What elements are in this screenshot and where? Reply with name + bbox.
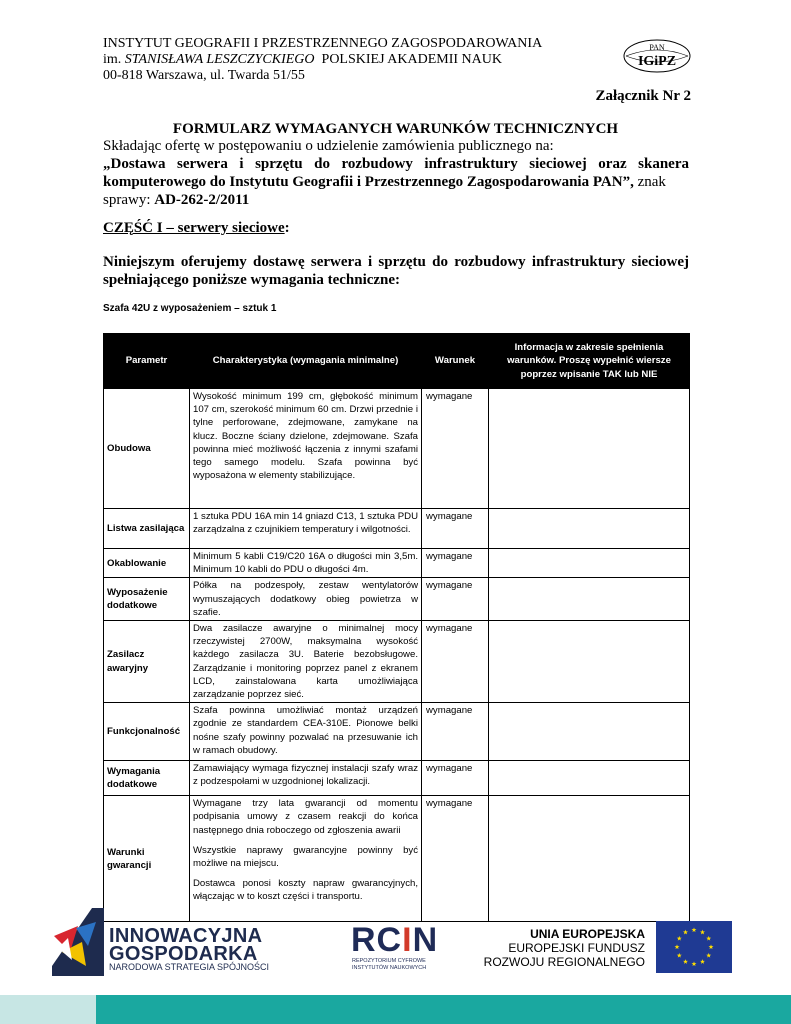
description-cell (190, 703, 422, 761)
param-cell: Obudowa (104, 389, 190, 509)
description-cell (190, 621, 422, 703)
table-row (104, 549, 690, 578)
answer-input-cell[interactable] (489, 389, 690, 509)
footer-band-accent (0, 995, 96, 1024)
description-cell (190, 578, 422, 621)
table-header-row (104, 334, 690, 389)
table-row (104, 389, 690, 509)
description-paragraph: 1 sztuka PDU 16A min 14 gniazd C13, 1 sztuka PDU zarządzalna z czujnikiem temperatury i wilgotności. (193, 511, 418, 536)
description-cell (190, 509, 422, 549)
rcin-n: N (412, 921, 439, 959)
answer-input-cell[interactable] (489, 703, 690, 761)
intro-lead: Składając ofertę w postępowaniu o udzielenie zamówienia publicznego na: (103, 138, 554, 154)
rcin-subtitle (352, 958, 426, 972)
requirement-cell: wymagane (422, 389, 489, 509)
eu-fund-line2: ROZWOJU REGIONALNEGO (483, 955, 645, 969)
description-cell (190, 761, 422, 796)
academy-name: POLSKIEJ AKADEMII NAUK (314, 52, 502, 67)
eu-fund-line1: EUROPEJSKI FUNDUSZ (508, 941, 645, 955)
table-row (104, 703, 690, 761)
description-paragraph: Dwa zasilacze awaryjne o minimalnej mocy rzeczywistej 2700W, maksymalna wysokość każdego zasilacza 3U. Baterie bezobsługowe. Zarządzanie i monitoring poprzez panel z ekranem LCD, zainstalowana karta umożliwiająca zarządzanie poprzez sieć. (193, 623, 418, 701)
innowacyjna-gospodarka-emblem (52, 908, 104, 976)
param-cell: Funkcjonalność (104, 703, 190, 761)
answer-input-cell[interactable] (489, 621, 690, 703)
table-row (104, 509, 690, 549)
param-cell: Wymagania dodatkowe (104, 761, 190, 796)
description-paragraph: Wszystkie naprawy gwarancyjne powinny być możliwe na miejscu. (193, 844, 418, 870)
table-row (104, 578, 690, 621)
rcin-subtitle-line1: REPOZYTORIUM CYFROWE (352, 958, 426, 964)
institute-name: INSTYTUT GEOGRAFII I PRZESTRZENNEGO ZAGOSPODAROWANIA (103, 36, 543, 51)
gospodarka-text: GOSPODARKA (109, 943, 258, 965)
part-heading (103, 220, 290, 237)
contract-title-line2-text: komputerowego do Instytutu Geografii i Przestrzennego Zagospodarowania PAN”, (103, 174, 634, 190)
rcin-rc: RC (351, 921, 403, 959)
document-title: FORMULARZ WYMAGANYCH WARUNKÓW TECHNICZNYCH (172, 121, 619, 137)
igipz-logo (622, 38, 692, 74)
table-row (104, 761, 690, 796)
rcin-i: I (402, 921, 413, 959)
sign-word: znak (633, 174, 666, 190)
strategy-text: NARODOWA STRATEGIA SPÓJNOŚCI (109, 962, 270, 972)
description-paragraph: Minimum 5 kabli C19/C20 16A o długości min 3,5m. Minimum 10 kabli do PDU o długości 4m. (193, 551, 418, 576)
answer-input-cell[interactable] (489, 549, 690, 578)
case-number: AD-262-2/2011 (154, 192, 250, 208)
case-prefix: sprawy: (103, 192, 155, 208)
case-reference (103, 191, 689, 209)
logo-igipz-text: IGiPZ (637, 54, 677, 69)
description-paragraph: Wymagane trzy lata gwarancji od momentu podpisania umowy z czasem reakcji do końca następnego dnia roboczego od zgłoszenia awarii (193, 798, 418, 836)
answer-input-cell[interactable] (489, 796, 690, 922)
intro-paragraph (103, 137, 689, 209)
param-cell: Okablowanie (104, 549, 190, 578)
contract-title-line1: „Dostawa serwera i sprzętu do rozbudowy infrastruktury sieciowej oraz skanera (103, 156, 689, 172)
rcin-subtitle-line2: INSTYTUTÓW NAUKOWYCH (352, 965, 427, 971)
requirement-cell: wymagane (422, 796, 489, 922)
description-paragraph: Zamawiający wymaga fizycznej instalacji szafy wraz z podzespołami w uzgodnionej lokalizacji. (193, 763, 418, 788)
institute-address: 00-818 Warszawa, ul. Twarda 51/55 (103, 68, 305, 83)
eu-title: UNIA EUROPEJSKA (530, 927, 645, 941)
answer-input-cell[interactable] (489, 509, 690, 549)
part-heading-colon: : (284, 220, 290, 236)
contract-title-line2 (103, 173, 689, 191)
description-paragraph: Półka na podzespoły, zestaw wentylatorów wymuszających dodatkowy obieg powietrza w szafie. (193, 580, 418, 618)
description-cell (190, 389, 422, 509)
innowacyjna-text: INNOWACYJNA (109, 925, 263, 947)
requirement-cell: wymagane (422, 549, 489, 578)
answer-input-cell[interactable] (489, 578, 690, 621)
param-cell: Listwa zasilająca (104, 509, 190, 549)
description-cell (190, 549, 422, 578)
patron-prefix: im. (103, 52, 125, 67)
param-cell: Wyposażenie dodatkowe (104, 578, 190, 621)
table-row (104, 796, 690, 922)
header-desc: Charakterystyka (wymagania minimalne) (190, 334, 422, 389)
answer-input-cell[interactable] (489, 761, 690, 796)
description-paragraph: Dostawca ponosi koszty napraw gwarancyjnych, włączając w to koszt części i transportu. (193, 878, 418, 903)
requirement-cell: wymagane (422, 703, 489, 761)
requirement-cell: wymagane (422, 761, 489, 796)
requirement-cell: wymagane (422, 509, 489, 549)
annex-number: Załącznik Nr 2 (595, 88, 691, 104)
table-row (104, 621, 690, 703)
footer-band (0, 995, 791, 1024)
logo-pan-text: PAN (649, 43, 665, 52)
patron-name: STANISŁAWA LESZCZYCKIEGO (124, 52, 315, 67)
requirement-cell: wymagane (422, 621, 489, 703)
rack-item-label: Szafa 42U z wyposażeniem – sztuk 1 (103, 303, 277, 314)
rcin-logo (351, 922, 438, 958)
header-param: Parametr (104, 334, 190, 389)
param-cell: Zasilacz awaryjny (104, 621, 190, 703)
offer-statement: Niniejszym oferujemy dostawę serwera i sprzętu do rozbudowy infrastruktury sieciowej spełniającego poniższe wymagania techniczne: (103, 254, 689, 288)
header-info: Informacja w zakresie spełnienia warunków. Proszę wypełnić wiersze poprzez wpisanie TAK lub NIE (489, 334, 690, 389)
description-paragraph: Wysokość minimum 199 cm, głębokość minimum 107 cm, szerokość minimum 60 cm. Drzwi przednie i tylne perforowane, zdejmowane, zamykane na klucz. Boczne ściany dzielone, zdejmowane. Szafa powinna mieć możliwość łączenia z innymi szafami tego samego modelu. Szafa powinna być wyposażona w elementy stabilizujące. (193, 391, 418, 482)
requirement-cell: wymagane (422, 578, 489, 621)
requirements-table (103, 333, 690, 922)
description-paragraph: Szafa powinna umożliwiać montaż urządzeń zgodnie ze standardem CEA-310E. Pionowe belki nośne szafy powinny pozwalać na przesuwanie ich w ramach obudowy. (193, 705, 418, 756)
param-cell: Warunki gwarancji (104, 796, 190, 922)
description-cell (190, 796, 422, 922)
header-req: Warunek (422, 334, 489, 389)
part-heading-text: CZĘŚĆ I – serwery sieciowe (103, 220, 285, 236)
institute-patron (103, 52, 502, 68)
eu-flag-icon (656, 921, 732, 973)
